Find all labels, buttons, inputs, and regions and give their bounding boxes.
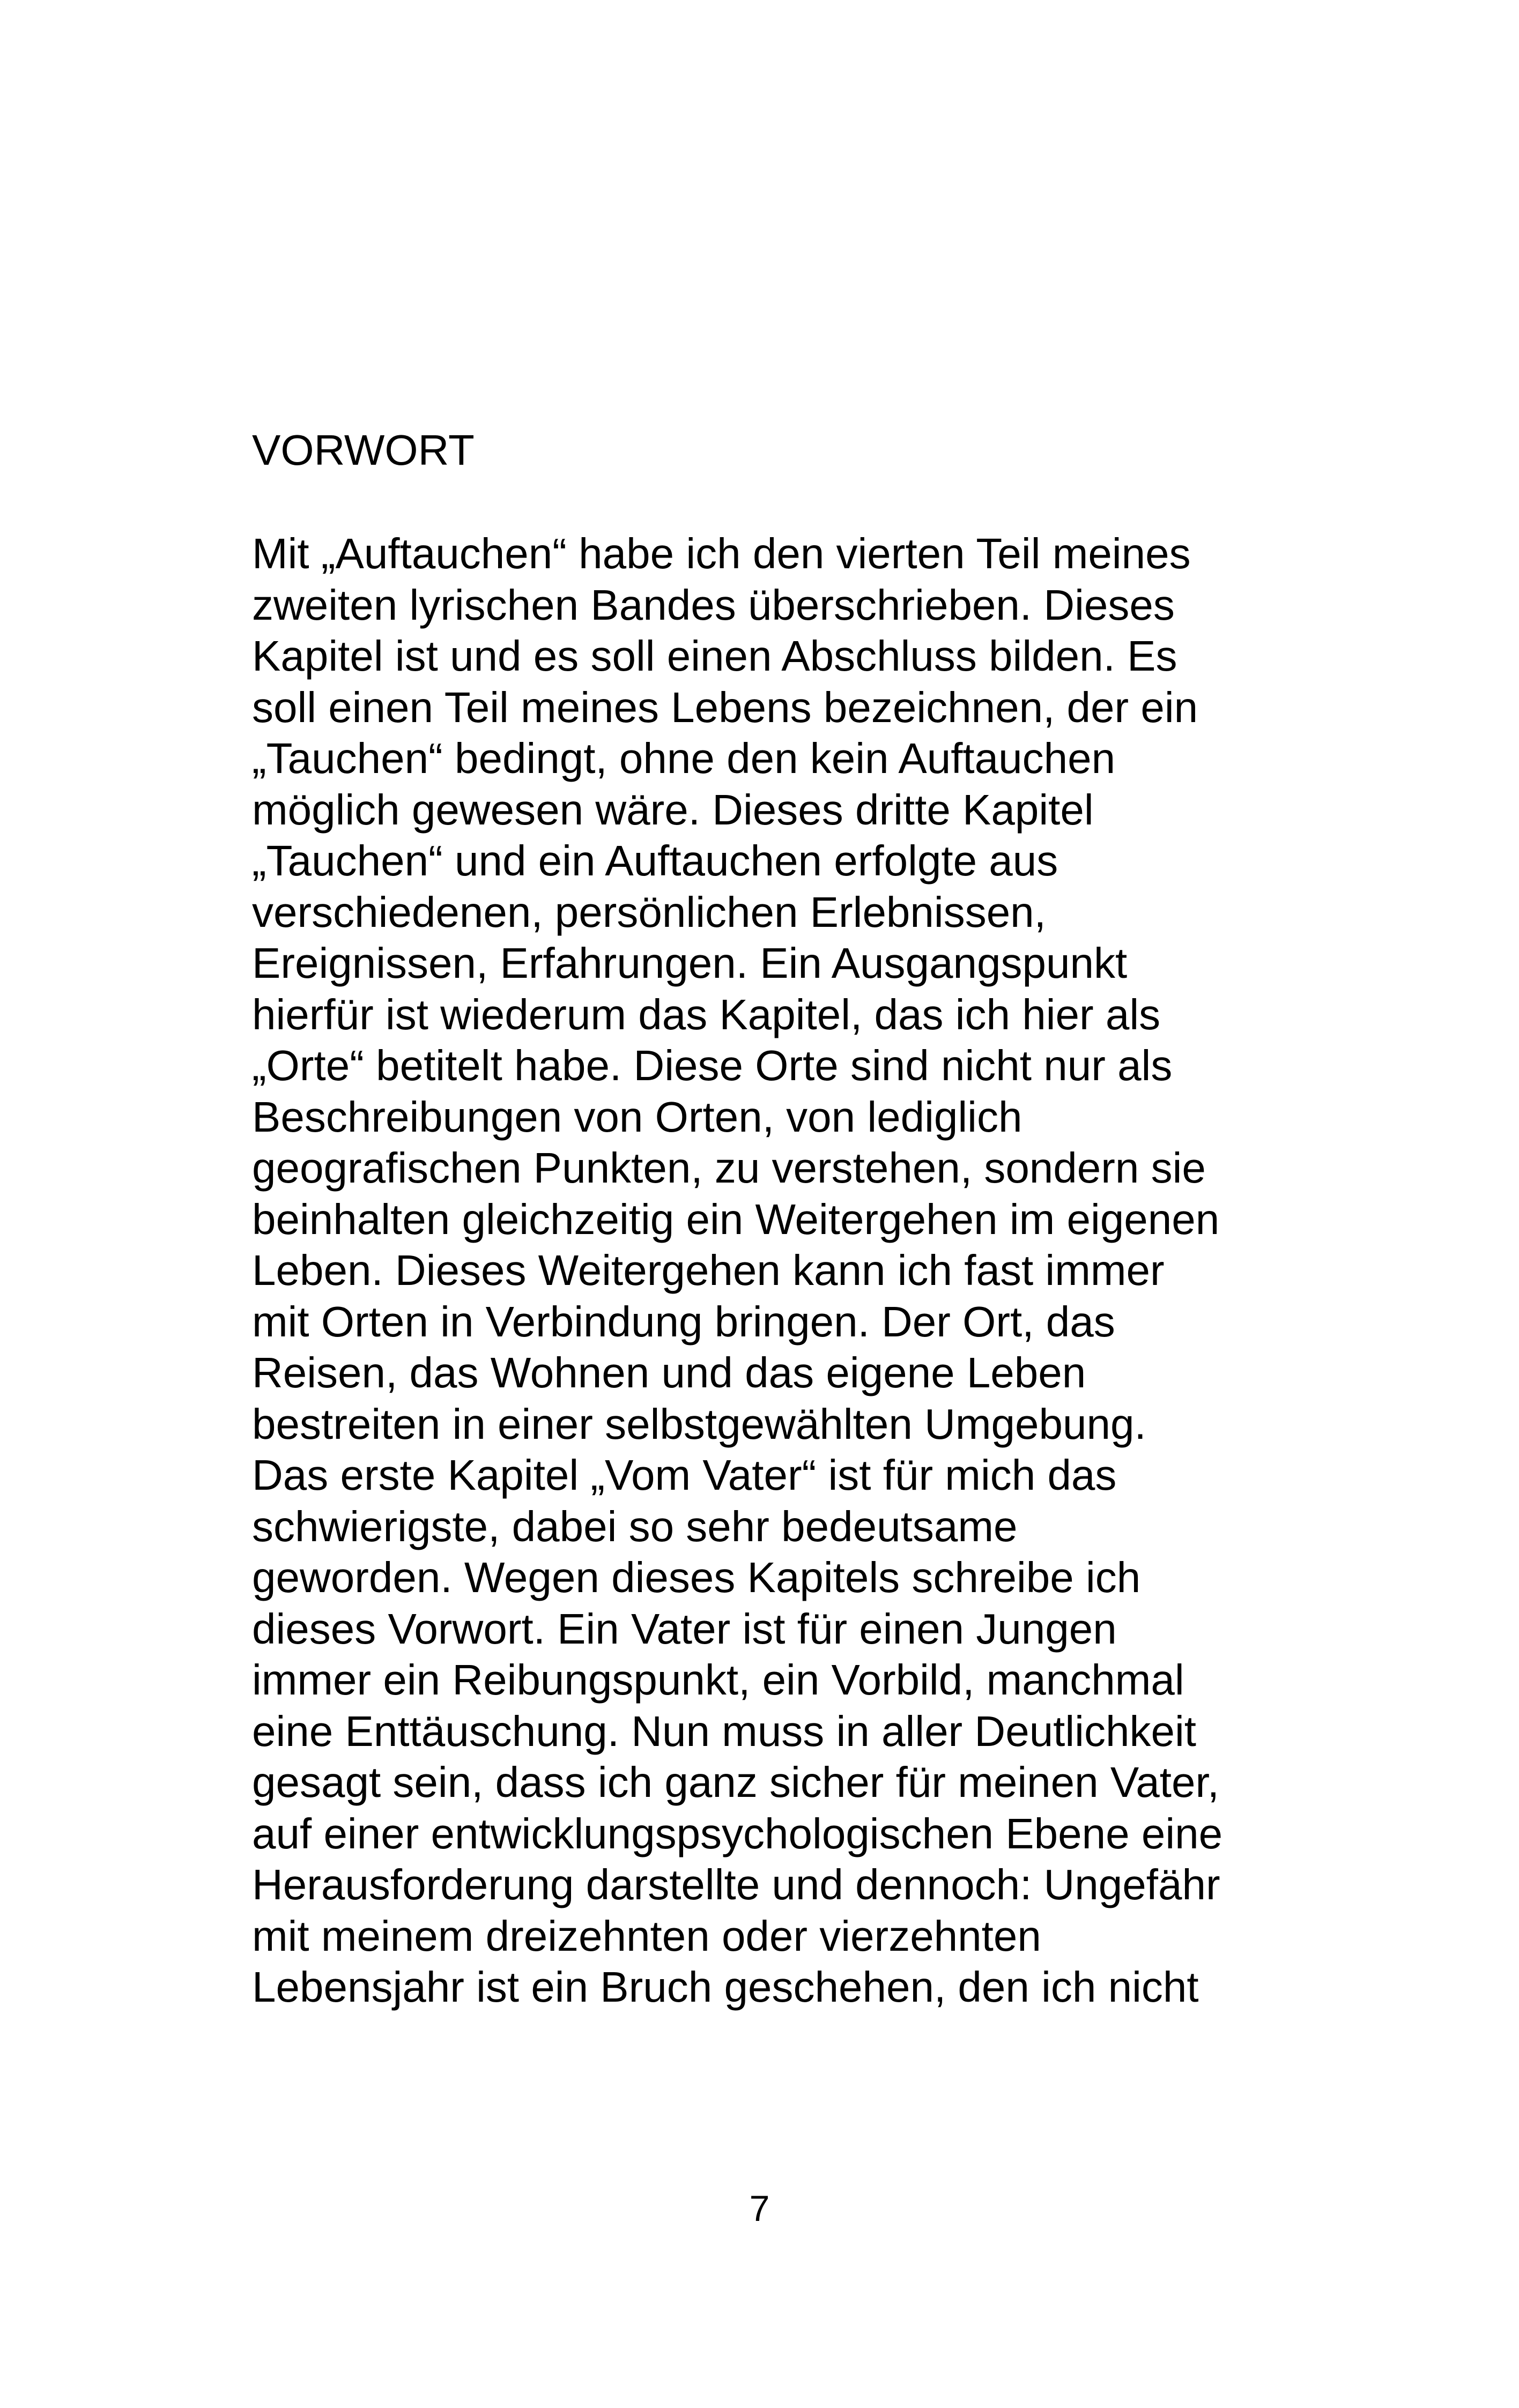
text-line: eine Enttäuschung. Nun muss in aller Deutlichkeit bbox=[252, 1707, 1196, 1755]
text-line: auf einer entwicklungspsychologischen Ebene eine bbox=[252, 1809, 1223, 1857]
text-line: Reisen, das Wohnen und das eigene Leben bbox=[252, 1349, 1086, 1396]
text-line: „Tauchen“ und ein Auftauchen erfolgte aus bbox=[252, 837, 1058, 885]
body-text bbox=[252, 528, 1324, 2013]
text-line: möglich gewesen wäre. Dieses dritte Kapitel bbox=[252, 785, 1094, 834]
text-line: gesagt sein, dass ich ganz sicher für meinen Vater, bbox=[252, 1758, 1219, 1806]
text-line: Beschreibungen von Orten, von lediglich bbox=[252, 1092, 1022, 1141]
text-line: geworden. Wegen dieses Kapitels schreibe ich bbox=[252, 1554, 1141, 1601]
text-line: mit Orten in Verbindung bringen. Der Ort, das bbox=[252, 1297, 1115, 1346]
text-line: verschiedenen, persönlichen Erlebnissen, bbox=[252, 888, 1046, 936]
text-line: hierfür ist wiederum das Kapitel, das ich hier als bbox=[252, 990, 1161, 1038]
text-line: dieses Vorwort. Ein Vater ist für einen Jungen bbox=[252, 1604, 1117, 1653]
text-line: Mit „Auftauchen“ habe ich den vierten Teil meines bbox=[252, 530, 1191, 577]
text-line: geografischen Punkten, zu verstehen, sondern sie bbox=[252, 1144, 1206, 1192]
text-line: bestreiten in einer selbstgewählten Umgebung. bbox=[252, 1400, 1146, 1448]
chapter-heading: VORWORT bbox=[252, 426, 475, 474]
text-line: Das erste Kapitel „Vom Vater“ ist für mich das bbox=[252, 1451, 1117, 1499]
text-line: Lebensjahr ist ein Bruch geschehen, den ich nicht bbox=[252, 1963, 1199, 2011]
text-line: soll einen Teil meines Lebens bezeichnen, der ein bbox=[252, 683, 1198, 731]
text-line: Herausforderung darstellte und dennoch: Ungefähr bbox=[252, 1861, 1220, 1908]
text-line: zweiten lyrischen Bandes überschrieben. Dieses bbox=[252, 581, 1175, 629]
text-line: Ereignissen, Erfahrungen. Ein Ausgangspunkt bbox=[252, 939, 1128, 987]
page-number: 7 bbox=[749, 2188, 770, 2229]
text-line: „Orte“ betitelt habe. Diese Orte sind nicht nur als bbox=[252, 1042, 1173, 1089]
text-line: beinhalten gleichzeitig ein Weitergehen im eigenen bbox=[252, 1195, 1220, 1243]
text-line: immer ein Reibungspunkt, ein Vorbild, manchmal bbox=[252, 1656, 1184, 1704]
text-line: Kapitel ist und es soll einen Abschluss bilden. Es bbox=[252, 632, 1177, 680]
text-line: schwierigste, dabei so sehr bedeutsame bbox=[252, 1502, 1018, 1550]
text-line: „Tauchen“ bedingt, ohne den kein Auftauchen bbox=[252, 734, 1116, 782]
text-line: Leben. Dieses Weitergehen kann ich fast immer bbox=[252, 1246, 1165, 1294]
text-line: mit meinem dreizehnten oder vierzehnten bbox=[252, 1912, 1041, 1960]
